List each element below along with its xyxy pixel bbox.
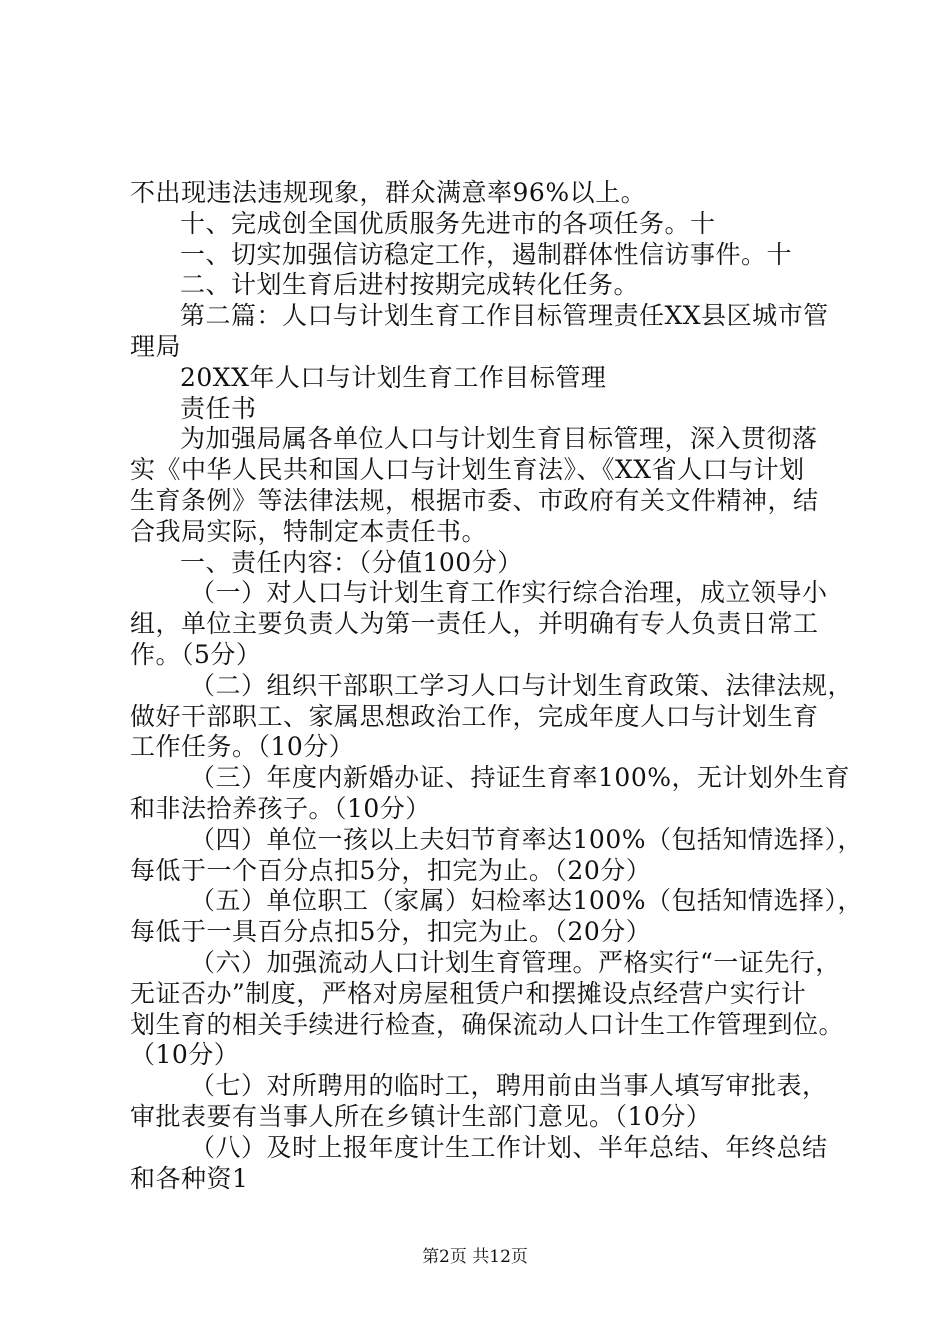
- text-line: （六）加强流动人口计划生育管理。严格实行“一证先行，: [190, 947, 841, 977]
- text-line: 组，单位主要负责人为第一责任人，并明确有专人负责日常工: [130, 609, 819, 639]
- section-heading: 一、责任内容：（分值100分）: [180, 547, 523, 577]
- text-line: 和非法拾养孩子。（10分）: [130, 793, 431, 823]
- text-line: 作。（5分）: [130, 639, 262, 669]
- text-line: （一）对人口与计划生育工作实行综合治理，成立领导小: [190, 578, 828, 608]
- text-line: 审批表要有当事人所在乡镇计生部门意见。（10分）: [130, 1101, 712, 1131]
- document-body: [130, 178, 863, 1194]
- text-line: （三）年度内新婚办证、持证生育率100%，无计划外生育: [190, 763, 850, 793]
- text-line: （五）单位职工（家属）妇检率达100%（包括知情选择），: [190, 886, 863, 916]
- section-heading: 第二篇：人口与计划生育工作目标管理责任XX县区城市管: [180, 301, 829, 331]
- page-number-footer: 第2页 共12页: [422, 1247, 528, 1267]
- text-line: 每低于一个百分点扣5分，扣完为止。（20分）: [130, 855, 652, 885]
- text-line: 划生育的相关手续进行检查，确保流动人口计生工作管理到位。: [130, 1009, 845, 1039]
- text-line: （二）组织干部职工学习人口与计划生育政策、法律法规，: [190, 670, 854, 700]
- text-line: 做好干部职工、家属思想政治工作，完成年度人口与计划生育: [130, 701, 819, 731]
- text-line: （10分）: [130, 1040, 240, 1070]
- text-line: 十、完成创全国优质服务先进市的各项任务。十: [180, 208, 716, 238]
- text-line: 每低于一具百分点扣5分，扣完为止。（20分）: [130, 917, 652, 947]
- text-line: 一、切实加强信访稳定工作，遏制群体性信访事件。十: [180, 239, 793, 269]
- text-line: 无证否办”制度，严格对房屋租赁户和摆摊设点经营户实行计: [130, 978, 807, 1008]
- text-line: 不出现违法违规现象，群众满意率96%以上。: [130, 178, 647, 207]
- document-title: 20XX年人口与计划生育工作目标管理: [180, 362, 607, 392]
- section-heading-cont: 理局: [130, 331, 182, 361]
- text-line: 实《中华人民共和国人口与计划生育法》、《XX省人口与计划: [130, 455, 805, 485]
- text-line: （四）单位一孩以上夫妇节育率达100%（包括知情选择），: [190, 824, 863, 854]
- text-line: 工作任务。（10分）: [130, 732, 355, 762]
- text-line: （七）对所聘用的临时工，聘用前由当事人填写审批表，: [190, 1071, 828, 1101]
- text-line: 二、计划生育后进村按期完成转化任务。: [180, 270, 640, 300]
- document-subtitle: 责任书: [180, 393, 257, 423]
- text-line: 合我局实际，特制定本责任书。: [130, 516, 488, 546]
- text-line: （八）及时上报年度计生工作计划、半年总结、年终总结: [190, 1132, 828, 1162]
- text-line: 生育条例》等法律法规，根据市委、市政府有关文件精神，结: [130, 485, 819, 515]
- text-line: 为加强局属各单位人口与计划生育目标管理，深入贯彻落: [180, 424, 818, 454]
- text-line: 和各种资1: [130, 1163, 249, 1193]
